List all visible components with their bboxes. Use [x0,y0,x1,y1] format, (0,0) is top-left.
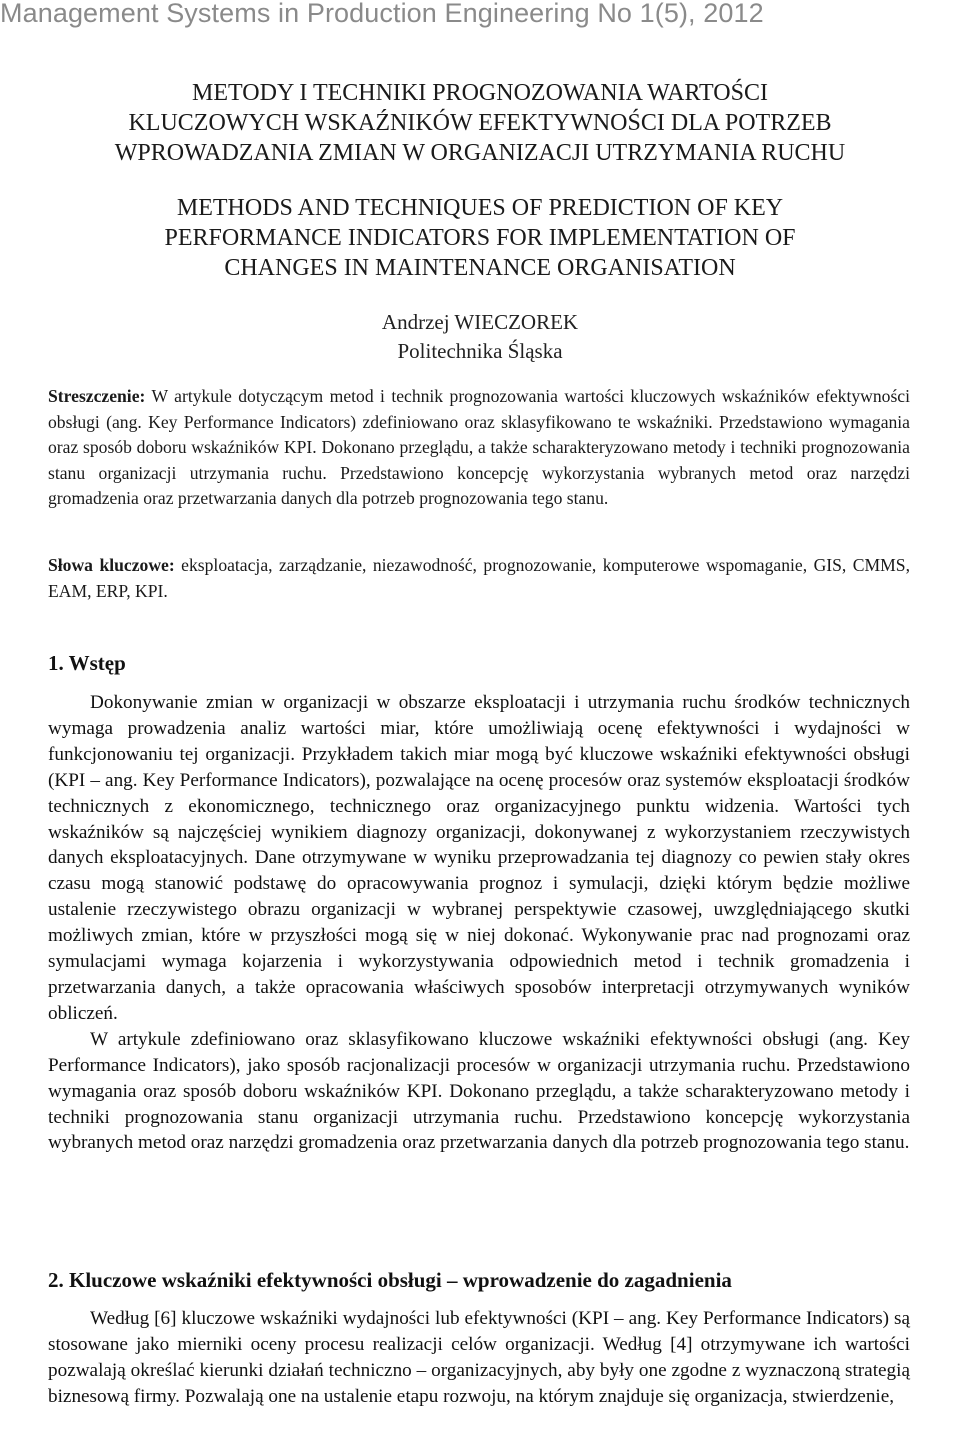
section-heading-introduction: 1. Wstęp [48,651,126,675]
abstract [48,384,910,512]
title-english-line: CHANGES IN MAINTENANCE ORGANISATION [224,255,736,281]
title-polish-line: KLUCZOWYCH WSKAŹNIKÓW EFEKTYWNOŚCI DLA POTRZEB [128,110,832,136]
abstract-text: W artykule dotyczącym metod i technik prognozowania wartości kluczowych wskaźników efektywności obsługi (ang. Key Performance Indicators) zdefiniowano oraz sklasyfikowano te wskaźniki. Przedstawiono wymagania oraz sposób doboru wskaźników KPI. Dokonano przeglądu, a także scharakteryzowano metody i techniki prognozowania stanu organizacji utrzymania ruchu. Przedstawiono koncepcję wykorzystania wybranych metod oraz narzędzi gromadzenia oraz przetwarzania danych dla potrzeb prognozowania tego stanu. [48,386,910,509]
title-english [40,193,920,283]
title-polish [40,78,920,168]
running-header: Management Systems in Production Engineering No 1(5), 2012 [0,0,764,28]
title-polish-line: WPROWADZANIA ZMIAN W ORGANIZACJI UTRZYMANIA RUCHU [114,140,846,166]
keywords [48,553,910,604]
section-kpi-body [48,1306,910,1410]
title-english-line: METHODS AND TECHNIQUES OF PREDICTION OF KEY [176,195,784,221]
section-introduction-body [48,690,910,1156]
paragraph: Według [6] kluczowe wskaźniki wydajności lub efektywności (KPI – ang. Key Performance Indicators) są stosowane jako mierniki oceny procesu realizacji celów organizacji. Według [4] otrzymywane ich wartości pozwalają określać kierunki działań techniczno – organizacyjnych, aby były one zgodne z wyznaczoną strategią biznesową firmy. Pozwalają one na ustalenie etapu rozwoju, na którym znajduje się organizacja, stwierdzenie, [48,1308,910,1407]
abstract-label: Streszczenie: [48,386,146,406]
author-name: Andrzej WIECZOREK [381,310,579,334]
title-polish-line: METODY I TECHNIKI PROGNOZOWANIA WARTOŚCI [192,80,768,106]
section-heading-kpi: 2. Kluczowe wskaźniki efektywności obsługi – wprowadzenie do zagadnienia [48,1268,732,1292]
paragraph: W artykule zdefiniowano oraz sklasyfikowano kluczowe wskaźniki efektywności obsługi (ang. Key Performance Indicators), jako sposób racjonalizacji procesów w organizacji utrzymania ruchu. Przedstawiono wymagania oraz sposób doboru wskaźników KPI. Dokonano przeglądu, a także scharakteryzowano metody i techniki prognozowania stanu organizacji utrzymania ruchu. Przedstawiono koncepcję wykorzystania wybranych metod oraz narzędzi gromadzenia oraz przetwarzania danych dla potrzeb prognozowania tego stanu. [48,1028,910,1154]
author-affiliation: Politechnika Śląska [397,339,563,363]
author-block [40,308,920,366]
title-english-line: PERFORMANCE INDICATORS FOR IMPLEMENTATION OF [164,225,796,251]
paragraph: Dokonywanie zmian w organizacji w obszarze eksploatacji i utrzymania ruchu środków technicznych wymaga prowadzenia analiz wartości miar, które umożliwiają ocenę efektywności i wydajności w funkcjonowaniu tej organizacji. Przykładem takich miar mogą być kluczowe wskaźniki efektywności obsługi (KPI – ang. Key Performance Indicators), pozwalające na ocenę procesów oraz systemów eksploatacji środków technicznych z ekonomicznego, technicznego oraz organizacyjnego punktu widzenia. Wartości tych wskaźników są najczęściej wynikiem diagnozy organizacji, dokonywanej z wykorzystaniem rzeczywistych danych eksploatacyjnych. Dane otrzymywane w wyniku przeprowadzania tej diagnozy co pewien stały okres czasu mogą stanowić podstawę do opracowywania prognoz i symulacji, dzięki którym będzie możliwe ustalenie rzeczywistego obrazu organizacji w wybranej perspektywie czasowej, uwzględniającego skutki możliwych zmian, które w przyszłości mogą się w niej dokonać. Wykonywanie prac nad prognozami oraz symulacjami wymaga kojarzenia i wykorzystywania odpowiednich metod i technik gromadzenia i przetwarzania danych, a także opracowania właściwych sposobów interpretacji otrzymywanych wyników obliczeń. [48,692,910,1024]
keywords-label: Słowa kluczowe: [48,555,175,575]
keywords-text: eksploatacja, zarządzanie, niezawodność, prognozowanie, komputerowe wspomaganie, GIS, CMMS, EAM, ERP, KPI. [48,555,910,601]
